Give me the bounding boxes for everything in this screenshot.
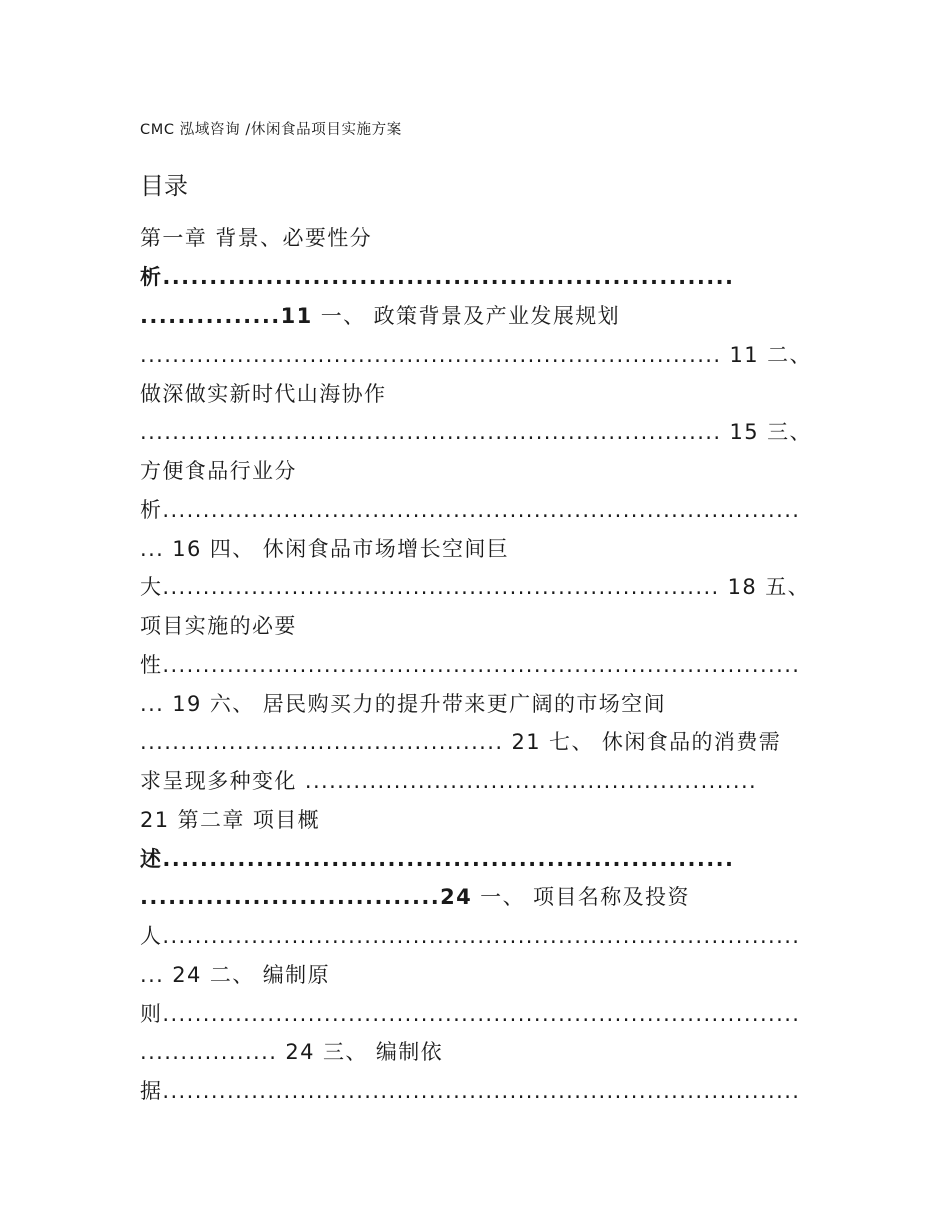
toc-line[interactable]: 项目实施的必要 (140, 614, 297, 638)
toc-line[interactable]: 性............................................................................... (140, 653, 801, 677)
toc-line[interactable]: ........................................................................ 15 三、 (140, 420, 812, 444)
toc-line[interactable]: 求呈现多种变化 ........................................................ (140, 769, 758, 793)
toc-line[interactable]: ... 16 四、 休闲食品市场增长空间巨 (140, 537, 510, 561)
toc-line[interactable]: 据............................................................................... (140, 1079, 801, 1103)
toc-line[interactable]: ... 19 六、 居民购买力的提升带来更广阔的市场空间 (140, 692, 666, 716)
toc-line[interactable] (140, 306, 620, 327)
toc-line[interactable]: 第一章 背景、必要性分 (140, 226, 373, 250)
toc-line[interactable]: 则............................................................................... (140, 1002, 801, 1026)
toc-line[interactable]: ... 24 二、 编制原 (140, 963, 330, 987)
toc-line[interactable]: 21 第二章 项目概 (140, 808, 321, 832)
toc-line[interactable]: 做深做实新时代山海协作 (140, 382, 387, 406)
toc-line[interactable]: 析............................................................................... (140, 498, 801, 522)
toc-entry-text: 一、 政策背景及产业发展规划 (312, 304, 621, 328)
toc-page-number: ................................24 (140, 885, 473, 909)
page-header: CMC 泓域咨询 /休闲食品项目实施方案 (140, 122, 402, 138)
toc-line[interactable]: 大..................................................................... 18 五、 (140, 575, 811, 599)
toc-line[interactable]: ................. 24 三、 编制依 (140, 1040, 444, 1064)
toc-entry-text: 一、 项目名称及投资 (472, 885, 690, 909)
toc-line[interactable]: 述............................................................. (140, 847, 735, 871)
toc-line[interactable]: ........................................................................ 11 二、 (140, 343, 812, 367)
toc-line[interactable]: ............................................. 21 七、 休闲食品的消费需 (140, 730, 782, 754)
toc-line[interactable]: 方便食品行业分 (140, 459, 297, 483)
toc-line[interactable] (140, 887, 690, 908)
toc-page-number: ...............11 (140, 304, 313, 328)
toc-title: 目录 (140, 172, 188, 200)
toc-line[interactable]: 人............................................................................... (140, 924, 801, 948)
toc-line[interactable]: 析............................................................. (140, 265, 735, 289)
